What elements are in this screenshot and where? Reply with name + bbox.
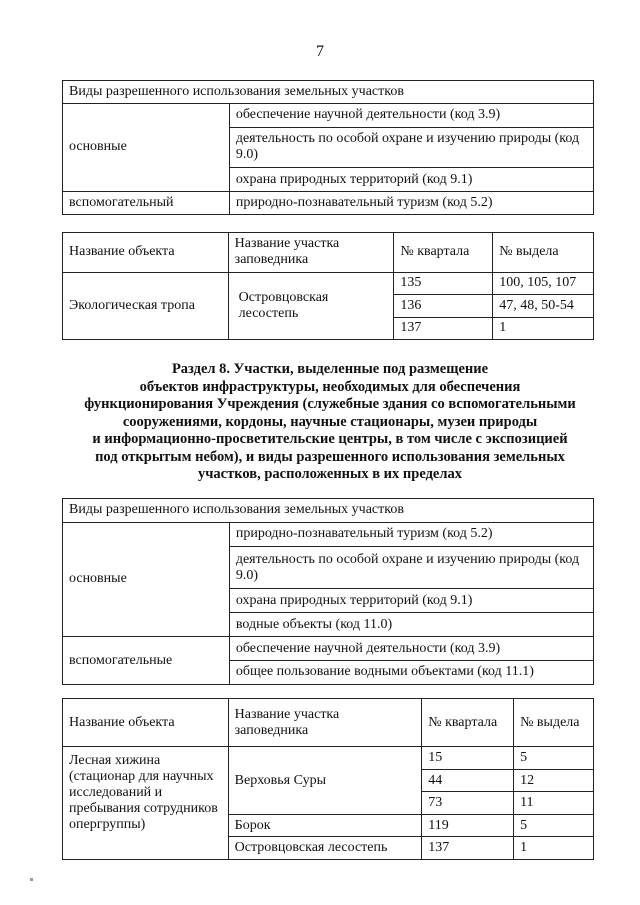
section-heading-line: сооружениями, кордоны, научные стационары, музеи природы — [122, 413, 538, 430]
column-header: № квартала — [394, 233, 493, 273]
column-header: Название участка заповедника — [228, 233, 394, 273]
use-item: природно-познавательный туризм (код 5.2) — [229, 522, 593, 546]
section-heading — [60, 361, 600, 484]
table-row — [63, 81, 594, 104]
table-header-cell: Виды разрешенного использования земельных участков — [63, 81, 594, 104]
section-heading-line: и информационно-просветительские центры, в том числе с экспозицией — [92, 431, 568, 447]
table-row — [63, 747, 594, 770]
column-header: Название объекта — [63, 699, 229, 747]
table-row — [63, 699, 594, 747]
allotment-number: 12 — [514, 769, 594, 792]
quarter-number: 137 — [422, 837, 514, 860]
permitted-use-table-1 — [62, 80, 594, 215]
use-item: охрана природных территорий (код 9.1) — [229, 589, 593, 613]
use-item: обеспечение научной деятельности (код 3.9) — [229, 104, 593, 127]
object-name: Экологическая тропа — [63, 272, 229, 339]
table-header-cell: Виды разрешенного использования земельных участков — [63, 499, 594, 523]
object-name: Лесная хижина (стационар для научных исследований и пребывания сотрудников опергруппы) — [63, 747, 229, 860]
allotment-number: 5 — [514, 747, 594, 770]
table-row — [63, 104, 594, 127]
use-category-aux: вспомогательные — [63, 637, 230, 685]
scan-mark — [30, 878, 33, 881]
use-category-aux: вспомогательный — [63, 191, 230, 214]
table-row — [63, 191, 594, 214]
site-name: Борок — [228, 814, 422, 837]
objects-table-2 — [62, 698, 594, 860]
allotment-number: 100, 105, 107 — [493, 272, 594, 294]
use-item: водные объекты (код 11.0) — [229, 613, 593, 637]
table-row — [63, 272, 594, 294]
quarter-number: 73 — [422, 792, 514, 815]
page-number: 7 — [316, 43, 324, 60]
quarter-number: 15 — [422, 747, 514, 770]
use-item: деятельность по особой охране и изучению природы (код 9.0) — [229, 127, 593, 168]
use-item: деятельность по особой охране и изучению природы (код 9.0) — [229, 546, 593, 588]
quarter-number: 136 — [394, 295, 493, 317]
allotment-number: 1 — [493, 317, 594, 339]
allotment-number: 11 — [514, 792, 594, 815]
column-header: № выдела — [493, 233, 594, 273]
allotment-number: 5 — [514, 814, 594, 837]
column-header: Название объекта — [63, 233, 229, 273]
section-heading-line: Раздел 8. Участки, выделенные под размещение — [171, 361, 489, 377]
site-name: Островцовская лесостепь — [228, 272, 394, 339]
section-heading-line: функционирования Учреждения (служебные здания со вспомогательными — [84, 396, 576, 412]
table-row — [63, 522, 594, 546]
column-header: № квартала — [422, 699, 514, 747]
section-heading-line: под открытым небом), и виды разрешенного использования земельных — [95, 448, 565, 465]
quarter-number: 137 — [394, 317, 493, 339]
site-name: Верховья Суры — [228, 747, 422, 815]
objects-table-1 — [62, 232, 594, 340]
section-heading-line: участков, расположенных в их пределах — [198, 466, 462, 482]
site-name: Островцовская лесостепь — [228, 837, 422, 860]
use-item: природно-познавательный туризм (код 5.2) — [229, 191, 593, 214]
quarter-number: 44 — [422, 769, 514, 792]
permitted-use-table-2 — [62, 498, 594, 685]
column-header: № выдела — [514, 699, 594, 747]
table-row — [63, 233, 594, 273]
allotment-number: 47, 48, 50-54 — [493, 295, 594, 317]
quarter-number: 119 — [422, 814, 514, 837]
allotment-number: 1 — [514, 837, 594, 860]
column-header: Название участка заповедника — [228, 699, 422, 747]
section-heading-line: объектов инфраструктуры, необходимых для обеспечения — [139, 378, 521, 395]
table-row — [63, 499, 594, 523]
use-item: общее пользование водными объектами (код 11.1) — [229, 660, 593, 684]
use-item: обеспечение научной деятельности (код 3.9) — [229, 637, 593, 661]
use-category-main: основные — [63, 104, 230, 191]
use-item: охрана природных территорий (код 9.1) — [229, 168, 593, 191]
table-row — [63, 637, 594, 661]
quarter-number: 135 — [394, 272, 493, 294]
use-category-main: основные — [63, 522, 230, 636]
